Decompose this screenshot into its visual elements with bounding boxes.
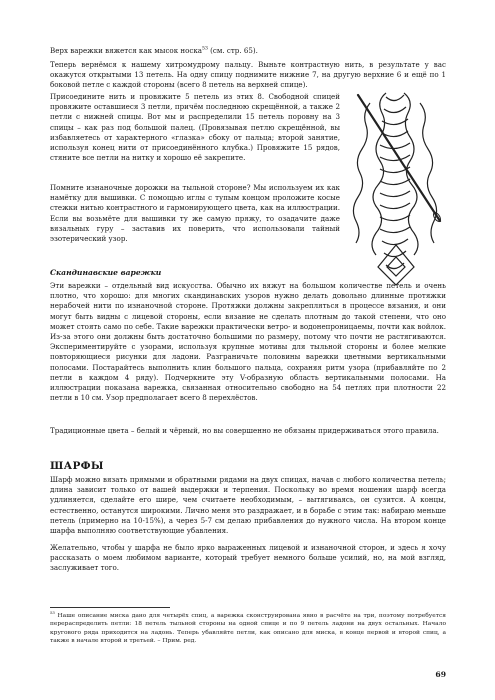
footnote <box>50 612 446 645</box>
subheading-scandinavian: Скандинавские варежки <box>50 268 162 277</box>
paragraph-scandinavian: Эти варежки – отдельный вид искусства. Обычно их вяжут на большом количестве петель и очень плотно, что хорошо: для многих скандинавских узоров нужно делать довольно длинные протяжки нерабочей нити по изнаночной стороне. Протяжки должны закрепляться в процессе вязания, и они могут быть видны с лицевой стороны, если вязание не сделать плотным до такой степени, что оно может стоять само по себе. Такие варежки практически ветро- и водонепроницаемы, почти как войлок. Из-за этого они должны быть достаточно большими по размеру, потому что почти не растягиваются. Экспериментируйте с узорами, используя крупные мотивы для тыльной стороны и более мелкие повторяющиеся рисунки для ладони. Разграничьте половины варежки цветными вертикальными полосами. Постарайтесь выполнить клин большого пальца, сохраняя ритм узора (прибавляйте по 2 петли в каждом 4 ряду). Подчеркните эту V-образную область вертикальными полосами. На иллюстрации показана варежка, связанная относительно свободно на 54 петлях при плотности 22 петли в 10 см. Узор предполагает всего 8 перехлёстов. <box>50 281 446 403</box>
footnote-number: 53 <box>50 610 55 616</box>
paragraph-intro-text: Верх варежки вяжется как мысок носка <box>50 46 203 55</box>
heading-scarves: ШАРФЫ <box>50 460 104 472</box>
paragraph-embroidery: Помните изнаночные дорожки на тыльной стороне? Мы используем их как намётку для вышивки. С помощью иглы с тупым концом проложите косые стежки нитью контрастного и гармонирующего цвета, как на иллюстрации. Если вы возьмёте для вышивки ту же самую пряжу, то озадачите даже вязальных гуру – заставив их поверить, что использовали тайный эзотерический узор. <box>50 183 340 244</box>
paragraph-intro-tail: (см. стр. 65). <box>207 46 258 55</box>
footnote-divider <box>50 607 170 608</box>
footnote-text: Наше описание миска дано для четырёх спиц, а варежка сконструирована явно в расчёте на три, поэтому потребуется перераспределить петли: 18 петель тыльной стороны на одной спице и по 9 петель ладони на двух остальных. Начало кругового ряда приходится на ладонь. Теперь убавляйте петли, как описано для миска, в конце первой и второй спиц, а также в начале второй и третьей. – Прим. ред. <box>50 613 446 644</box>
paragraph-scarf-favorite: Желательно, чтобы у шарфа не было ярко выраженных лицевой и изнаночной сторон, и здесь я хочу рассказать о моем любимом варианте, который требует немного больше усилий, но, на мой взгляд, заслуживает того. <box>50 543 446 573</box>
paragraph-thumb-knitting: Присоедините нить и провяжите 5 петель из этих 8. Свободной спицей провяжите оставшиеся 3 петли, причём последнюю скрещённой, а также 2 петли с нижней спицы. Вот мы и распределили 15 петель поровну на 3 спицы – как раз под большой палец. (Провязывая петлю скрещённой, вы избавляетесь от характерного «глазка» сбоку от пальца; второй занятие, используя конец нити от присоединённого клубка.) Провяжите 15 рядов, стяните все петли на нитку и хорошо её закрепите. <box>50 92 340 163</box>
embroidery-needle-illustration <box>338 85 454 290</box>
paragraph-colors: Традиционные цвета – белый и чёрный, но вы совершенно не обязаны придерживаться этого правила. <box>50 426 439 435</box>
paragraph-scarf: Шарф можно вязать прямыми и обратными рядами на двух спицах, начав с любого количества петель; длина зависит только от вашей выдержки и терпения. Поскольку во время ношения шарф всегда удлиняется, сделайте его шире, чем считаете необходимым, – вытягиваясь, он сузится. А концы, естественно, останутся широкими. Лично меня это раздражает, и в борьбе с этим так: набираю меньше петель (примерно на 10-15%), а через 5-7 см делаю прибавления до нужного числа. На втором конце шарфа выполняю соответствующие убавления. <box>50 475 446 536</box>
paragraph-intro <box>50 46 446 56</box>
paragraph-thumb: Теперь вернёмся к нашему хитромудрому пальцу. Выньте контрастную нить, в результате у вас окажутся открытыми 13 петель. На одну спицу поднимите нижние 7, на другую верхние 6 и ещё по 1 боковой петле с каждой стороны (всего 8 петель на верхней спице). <box>50 60 446 90</box>
page-number: 69 <box>435 670 446 679</box>
footnote-reference[interactable]: 53 <box>202 46 208 52</box>
